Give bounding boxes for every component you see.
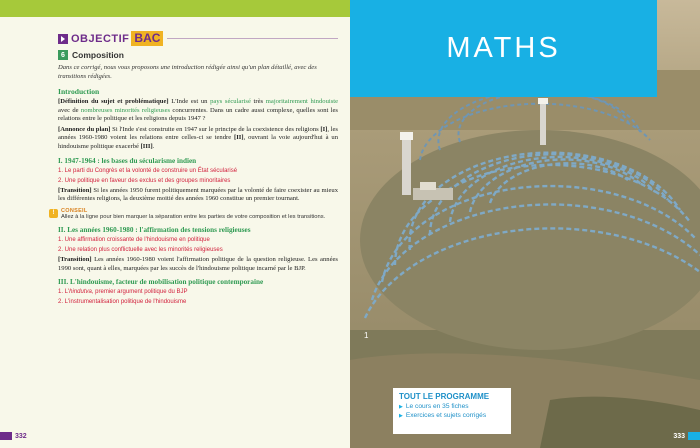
- part-1-item-2: 2. Une politique en faveur des exclus et des groupes minoritaires: [58, 177, 231, 184]
- def-highlight-3: nombreuses minorités religieuses: [80, 106, 171, 114]
- part-3-item-1-suffix: , premier argument politique du BJP: [91, 289, 188, 296]
- section-title: [58, 50, 338, 60]
- def-text-3: avec de: [58, 106, 81, 114]
- programme-item-2: ▶ Exercices et sujets corrigés: [399, 412, 505, 419]
- definition-paragraph: [58, 98, 338, 124]
- part-2-item-2: 2. Une relation plus conflictuelle avec les minorités religieuses: [58, 247, 223, 254]
- def-text-1: L'Inde est un: [168, 98, 211, 105]
- plan-text-4: .: [152, 142, 155, 150]
- conseil-box: [49, 208, 338, 221]
- introduction-heading: Introduction: [58, 87, 100, 96]
- transition-2-text: Les années 1960-1980 voient l'affirmation politique de la question religieuse. Les années 1990 sont, quant à elles, marquées par les succès de l'hindouisme politique incarné par le BJP.: [58, 256, 338, 272]
- maths-title: MATHS: [446, 32, 561, 64]
- bac-word: BAC: [131, 31, 163, 46]
- def-text-2: très: [250, 98, 266, 105]
- part-3-item-1-italic: hindutva: [69, 289, 92, 296]
- left-page-number: 332: [15, 432, 27, 440]
- def-highlight-2: majoritairement hindouiste: [265, 98, 339, 105]
- transition-1-text: Si les années 1950 furent politiquement marquées par la volonté de faire coexister au mieux les différentes religions, la deuxième moitié des années 1960 constitue un premier tournant.: [58, 186, 338, 203]
- conseil-title: CONSEIL: [61, 207, 88, 214]
- left-footer: [0, 432, 27, 440]
- objectif-bac-badge: [58, 30, 338, 47]
- def-highlight-1: pays sécularisé: [210, 98, 251, 105]
- maths-header: [350, 0, 657, 97]
- transition-2-label: [Transition]: [58, 256, 92, 264]
- lightbulb-icon: !: [49, 209, 58, 218]
- section-label: Composition: [72, 50, 124, 60]
- left-content: [52, 30, 339, 306]
- plan-paragraph: [58, 126, 338, 152]
- part-3-item-2: 2. L'instrumentalisation politique de l'hindouisme: [58, 299, 187, 306]
- programme-title: TOUT LE PROGRAMME: [399, 392, 490, 401]
- right-page: [350, 0, 700, 448]
- top-green-band: [0, 0, 350, 17]
- part-1-heading: I. 1947-1964 : les bases du sécularisme indien: [58, 156, 197, 165]
- play-arrow-icon: [58, 34, 68, 44]
- part-2-heading: II. Les années 1960-1980 : l'affirmation des tensions religieuses: [58, 226, 251, 235]
- def-text-4: concurrentes. Dans un cadre aussi complexe, quelles sont les relations entre le politique et les religions depuis 1947 ?: [58, 106, 338, 123]
- transition-1-label: [Transition]: [58, 186, 92, 194]
- part-3-item-1-prefix: 1. L': [58, 289, 70, 296]
- programme-item-1: ▶ Le cours en 35 fiches: [399, 403, 505, 410]
- page-marker-bar-right: [688, 432, 700, 440]
- part-1-item-1: 1. Le parti du Congrès et la volonté de construire un État sécularisé: [58, 167, 238, 174]
- plan-text-1: Si l'Inde s'est construite en 1947 sur le principe de la coexistence des religions: [110, 125, 321, 133]
- part-3-heading: III. L'hindouisme, facteur de mobilisation politique contemporaine: [58, 278, 264, 287]
- photo-marker-label: 1: [364, 331, 369, 340]
- plan-label: [Annonce du plan]: [58, 125, 111, 133]
- transition-1-paragraph: [58, 187, 338, 204]
- right-page-number: 333: [673, 432, 685, 440]
- programme-box: [393, 388, 511, 434]
- plan-ref-3: [III]: [140, 142, 153, 150]
- section-number: 6: [58, 50, 68, 60]
- right-footer: [673, 432, 700, 440]
- plan-ref-2: [II]: [234, 134, 244, 142]
- objectif-word: OBJECTIF: [71, 32, 130, 45]
- part-3-item-1: [58, 288, 338, 296]
- transition-2-paragraph: [58, 256, 338, 273]
- intro-note: Dans ce corrigé, nous vous proposons une introduction rédigée ainsi qu'un plan détaillé, avec des transitions rédigées.: [58, 64, 317, 80]
- definition-label: [Définition du sujet et problématique]: [58, 98, 169, 105]
- conseil-text: Allez à la ligne pour bien marquer la séparation entre les parties de votre composition et les transitions.: [61, 213, 326, 220]
- plan-ref-1: [I]: [320, 125, 328, 133]
- plan-text-2: , les années 1960-1980 voient les relations entre celles-ci se tendre: [58, 125, 338, 142]
- page-marker-bar: [0, 432, 12, 440]
- plan-text-3: , ouvrant la voie aujourd'hui à un hindouisme politique exacerbé: [58, 134, 338, 150]
- part-2-item-1: 1. Une affirmation croissante de l'hindouisme en politique: [58, 237, 210, 244]
- header-rule: [167, 38, 338, 39]
